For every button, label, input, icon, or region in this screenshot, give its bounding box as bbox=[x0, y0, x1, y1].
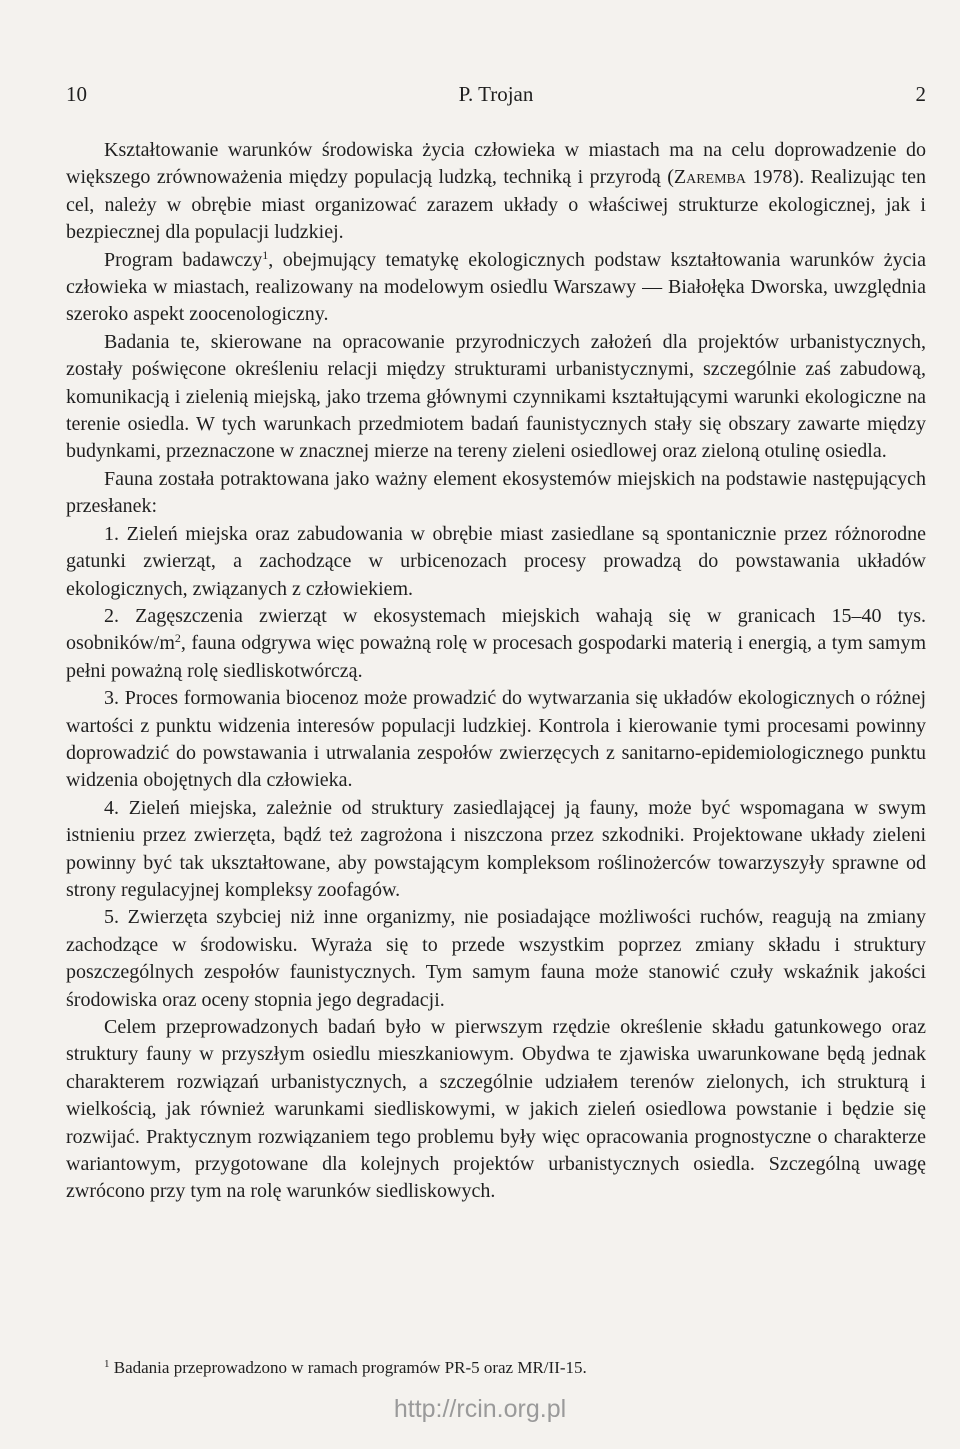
paragraph-intro-text-a: Kształtowanie warunków środowiska życia człowieka w miastach ma na celu doprowadzenie do większego zrównoważenia między populacją ludzką, techniką i przyrodą ( bbox=[66, 139, 926, 189]
list-item-1: 1. Zieleń miejska oraz zabudowania w obrębie miast zasiedlane są spontanicznie przez różnorodne gatunki zwierząt, a zachodzące w urbicenozach procesy prowadzą do powstawania układów ekologicznych, związanych z człowiekiem. bbox=[66, 522, 926, 600]
paragraph-goal: Celem przeprowadzonych badań było w pierwszym rzędzie określenie składu gatunkowego oraz struktury fauny w przyszłym osiedlu mieszkaniowym. Obydwa te zjawiska uwarunkowane będą jednak charakterem rozwiązań urbanistycznych, a szczególnie udziałem terenów zielonych, ich strukturą i wielkością, jak również warunkami siedliskowymi, w jakich zieleń osiedlowa powstanie i będzie się rozwijać. Praktycznym rozwiązaniem tego problemu były więc opracowania prognostyczne o charakterze wariantowym, przygotowane dla kolejnych projektów urbanistycznych osiedla. Szczególną uwagę zwrócono przy tym na rolę warunków siedliskowych. bbox=[66, 1016, 926, 1203]
footnote bbox=[104, 1357, 904, 1379]
source-watermark: http://rcin.org.pl bbox=[393, 1395, 567, 1423]
page-number-left: 10 bbox=[66, 82, 87, 106]
running-head-author: P. Trojan bbox=[458, 82, 534, 106]
paragraph-fauna: Fauna została potraktowana jako ważny element ekosystemów miejskich na podstawie następujących przesłanek: bbox=[66, 467, 926, 518]
list-item-2 bbox=[66, 603, 926, 685]
list-item-3: 3. Proces formowania biocenoz może prowadzić do wytwarzania się układów ekologicznych o różnej wartości z punktu widzenia interesów populacji ludzkiej. Kontrola i kierowanie tymi procesami powinny doprowadzić do powstawania i utrwalania zespołów zwierzęcych z sanitarno-epidemiologicznego punktu widzenia obojętnych dla człowieka. bbox=[66, 687, 926, 792]
paragraph-intro bbox=[66, 137, 926, 247]
paragraph-program bbox=[66, 247, 926, 329]
footnote-marker: 1 bbox=[104, 1358, 110, 1370]
list-item-4: 4. Zieleń miejska, zależnie od struktury zasiedlającej ją fauny, może być wspomagana w swym istnieniu przez zwierzęta, bądź też zagrożona i niszczona przez szkodniki. Projektowane układy zieleni powinny być tak ukształtowane, aby powstającym kompleksom roślinożerców towarzyszyły sprawne od strony regulacyjnej kompleksy zoofagów. bbox=[66, 796, 926, 901]
body-text bbox=[66, 137, 926, 1206]
page-header bbox=[66, 82, 926, 112]
page-number-right: 2 bbox=[915, 82, 926, 106]
list-item-5: 5. Zwierzęta szybciej niż inne organizmy, nie posiadające możliwości ruchów, reagują na zmiany zachodzące w środowisku. Wyraża się to przede wszystkim poprzez zmiany składu i struktury poszczególnych zespołów faunistycznych. Tym samym fauna może stanowić czuły wskaźnik jakości środowiska oraz oceny stopnia jego degradacji. bbox=[66, 906, 926, 1011]
list-item-2-text-a: 2. Zagęszczenia zwierząt w ekosystemach miejskich wahają się w granicach 15–40 tys. osobników/m bbox=[66, 604, 926, 655]
citation-author: Zaremba bbox=[673, 166, 746, 189]
footnote-text: Badania przeprowadzono w ramach programów PR-5 oraz MR/II-15. bbox=[109, 1358, 587, 1377]
footnote-reference: 1 bbox=[262, 247, 269, 262]
list-item-2-text-b: , fauna odgrywa więc poważną rolę w procesach gospodarki materią i energią, a tym samym pełni poważną rolę siedliskotwórczą. bbox=[66, 632, 926, 682]
paragraph-research: Badania te, skierowane na opracowanie przyrodniczych założeń dla projektów urbanistycznych, zostały poświęcone określeniu relacji między strukturami urbanistycznymi, szczególnie zaś zabudową, komunikacją i zielenią miejską, jako trzema głównymi czynnikami kształtującymi warunki ekologiczne na terenie osiedla. W tych warunkach przedmiotem badań faunistycznych stały się obszary zawarte między budynkami, przeznaczone w znacznej mierze na tereny zieleni osiedlowej oraz zieloną otulinę osiedla. bbox=[66, 330, 926, 463]
paragraph-program-text-b: , obejmujący tematykę ekologicznych podstaw kształtowania warunków życia człowieka w miastach, realizowany na modelowym osiedlu Warszawy — Białołęka Dworska, uwzględnia szeroko aspekt zoocenologiczny. bbox=[66, 248, 926, 326]
paragraph-intro-text-b: 1978). Realizując ten cel, należy w obrębie miast organizować zarazem układy o właściwej strukturze ekologicznej, jak i bezpiecznej dla populacji ludzkiej. bbox=[66, 166, 926, 244]
paragraph-program-text-a: Program badawczy bbox=[104, 248, 263, 271]
superscript-exponent: 2 bbox=[174, 631, 181, 646]
